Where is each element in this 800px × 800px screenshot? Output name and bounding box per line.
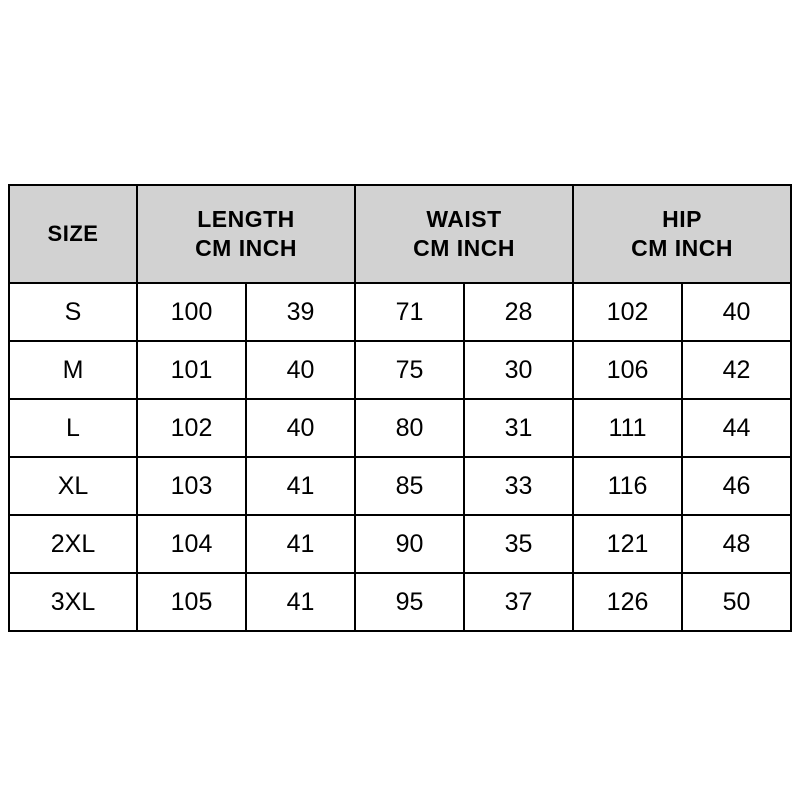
table-row [9, 399, 791, 457]
column-header-length-units: CM INCH [195, 235, 297, 261]
cell-hip-cm: 116 [573, 457, 682, 515]
cell-hip-inch: 46 [682, 457, 791, 515]
table-header [9, 185, 791, 283]
table-row [9, 457, 791, 515]
cell-size: 2XL [9, 515, 137, 573]
cell-waist-cm: 95 [355, 573, 464, 631]
cell-length-cm: 105 [137, 573, 246, 631]
cell-hip-inch: 50 [682, 573, 791, 631]
cell-waist-cm: 90 [355, 515, 464, 573]
cell-hip-cm: 126 [573, 573, 682, 631]
cell-length-inch: 41 [246, 515, 355, 573]
cell-length-cm: 100 [137, 283, 246, 341]
cell-hip-cm: 121 [573, 515, 682, 573]
column-header-length [137, 185, 355, 283]
cell-length-inch: 41 [246, 457, 355, 515]
cell-hip-inch: 42 [682, 341, 791, 399]
cell-size: S [9, 283, 137, 341]
cell-waist-inch: 33 [464, 457, 573, 515]
cell-waist-cm: 80 [355, 399, 464, 457]
column-header-length-name: LENGTH [197, 206, 295, 233]
cell-hip-cm: 102 [573, 283, 682, 341]
cell-waist-inch: 37 [464, 573, 573, 631]
column-header-hip-name: HIP [662, 206, 702, 233]
cell-size: M [9, 341, 137, 399]
header-row [9, 185, 791, 283]
cell-length-inch: 41 [246, 573, 355, 631]
size-chart-table [8, 184, 792, 632]
cell-hip-inch: 40 [682, 283, 791, 341]
cell-waist-inch: 35 [464, 515, 573, 573]
table-row [9, 573, 791, 631]
cell-length-cm: 102 [137, 399, 246, 457]
cell-length-inch: 39 [246, 283, 355, 341]
cell-length-cm: 101 [137, 341, 246, 399]
column-header-waist-units: CM INCH [413, 235, 515, 261]
table-row [9, 283, 791, 341]
cell-length-cm: 103 [137, 457, 246, 515]
column-header-size [9, 185, 137, 283]
cell-length-inch: 40 [246, 399, 355, 457]
cell-hip-cm: 106 [573, 341, 682, 399]
table-row [9, 515, 791, 573]
cell-size: L [9, 399, 137, 457]
cell-size: 3XL [9, 573, 137, 631]
column-header-size-label: SIZE [47, 221, 99, 247]
cell-waist-cm: 75 [355, 341, 464, 399]
cell-hip-inch: 44 [682, 399, 791, 457]
size-chart-container [8, 184, 792, 632]
cell-length-cm: 104 [137, 515, 246, 573]
cell-size: XL [9, 457, 137, 515]
cell-hip-cm: 111 [573, 399, 682, 457]
column-header-waist [355, 185, 573, 283]
column-header-hip [573, 185, 791, 283]
cell-hip-inch: 48 [682, 515, 791, 573]
table-body [9, 283, 791, 631]
cell-waist-inch: 30 [464, 341, 573, 399]
cell-waist-inch: 31 [464, 399, 573, 457]
table-row [9, 341, 791, 399]
cell-waist-cm: 85 [355, 457, 464, 515]
cell-length-inch: 40 [246, 341, 355, 399]
cell-waist-inch: 28 [464, 283, 573, 341]
cell-waist-cm: 71 [355, 283, 464, 341]
column-header-waist-name: WAIST [426, 206, 502, 233]
column-header-hip-units: CM INCH [631, 235, 733, 261]
